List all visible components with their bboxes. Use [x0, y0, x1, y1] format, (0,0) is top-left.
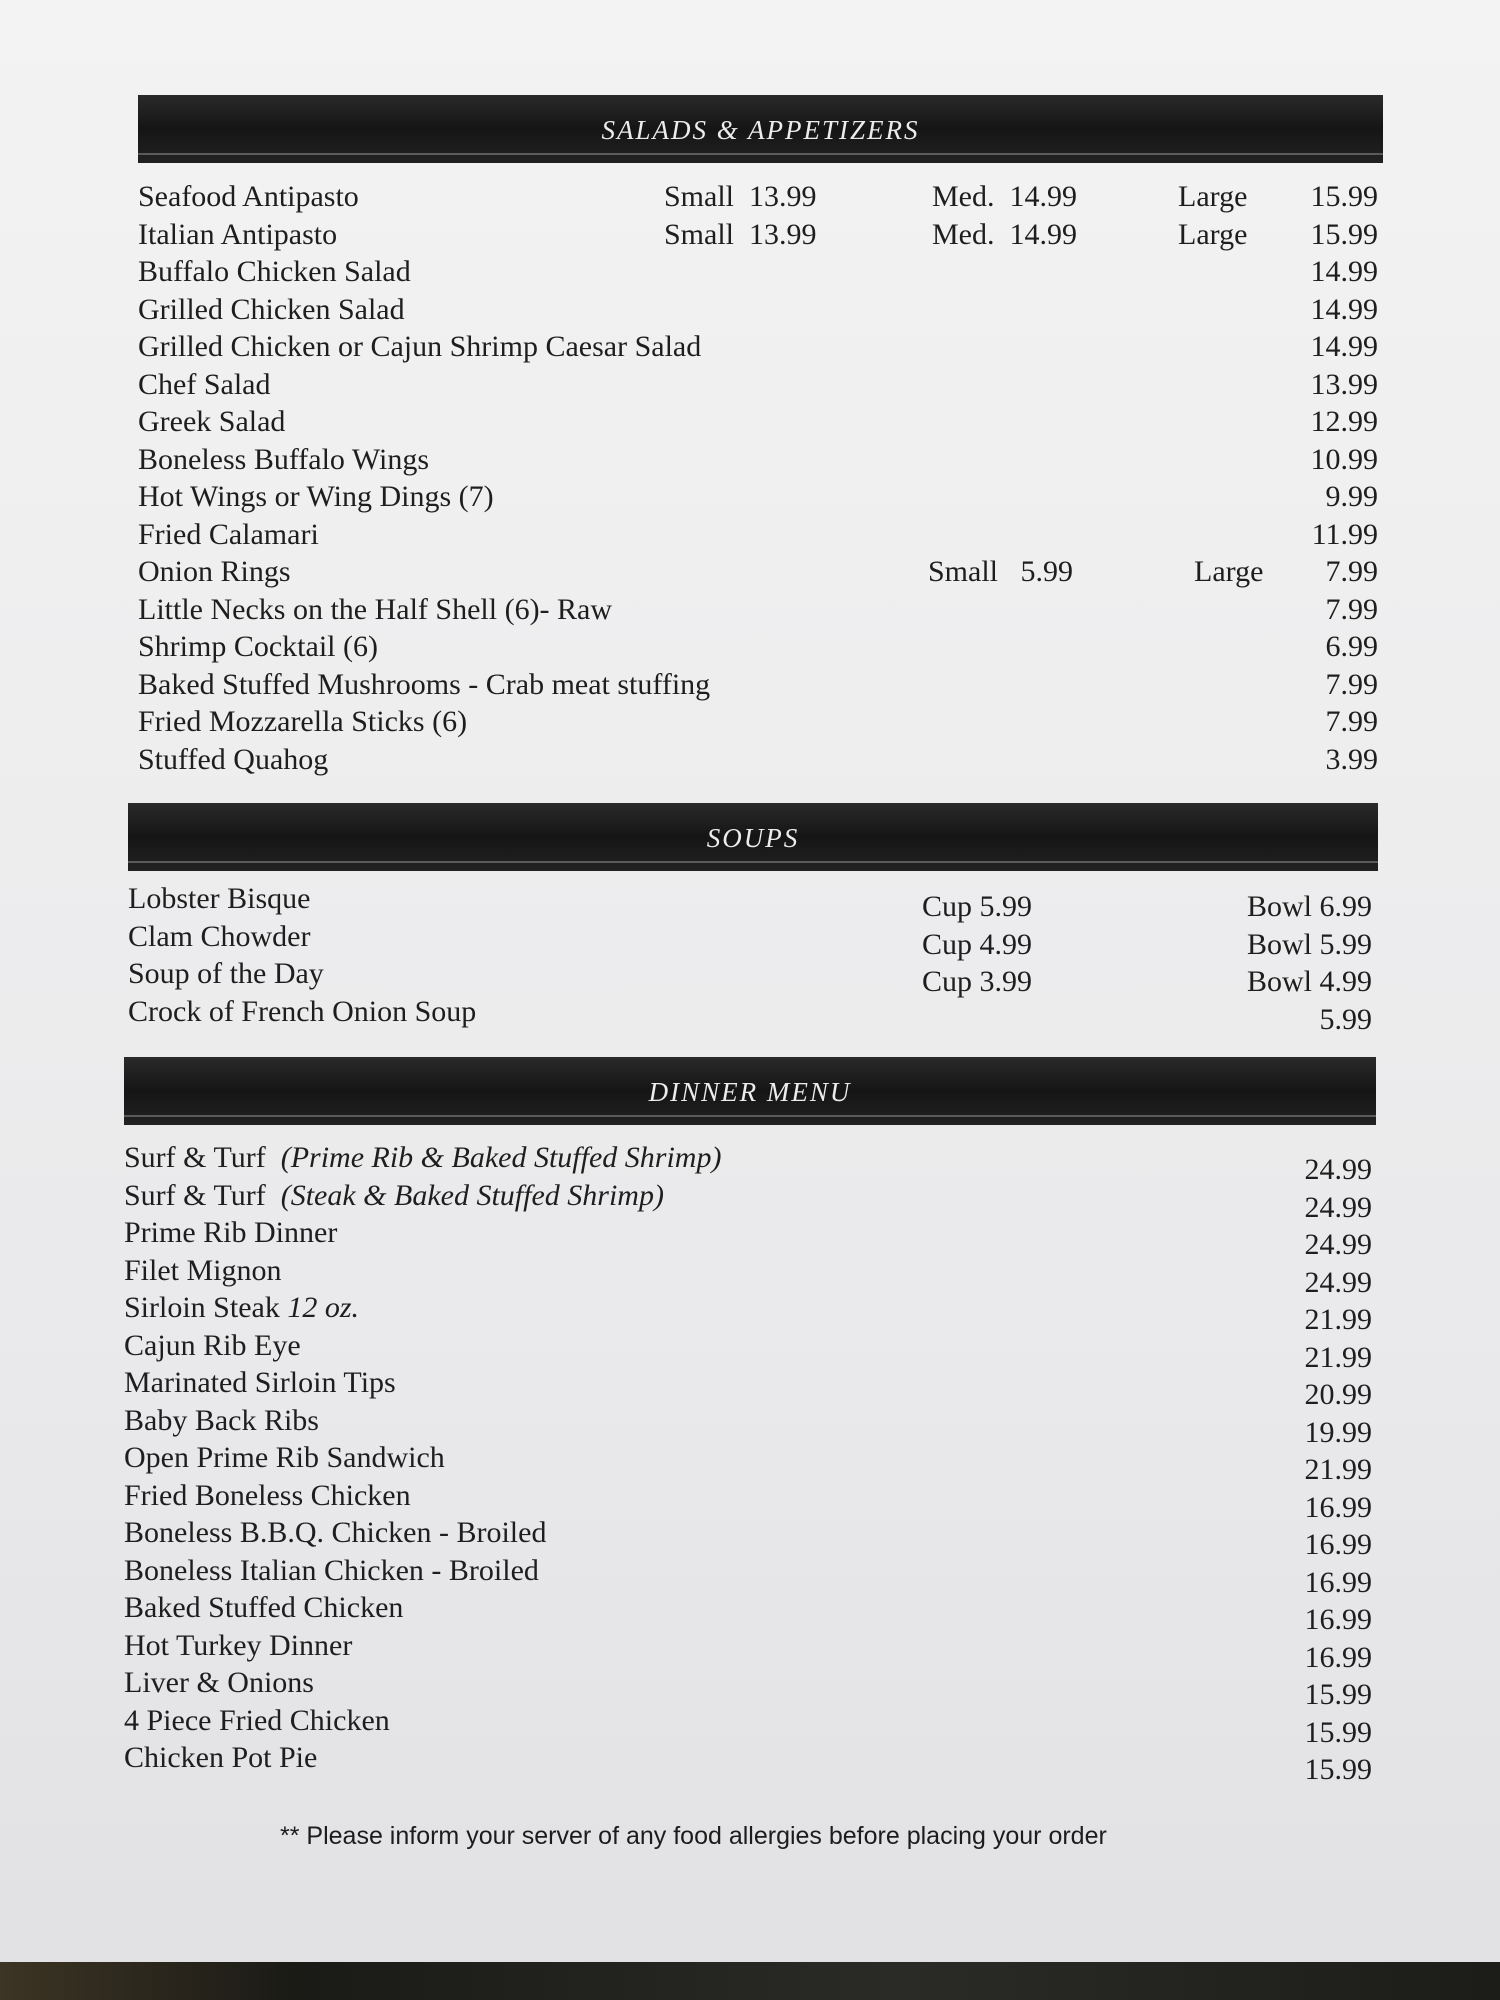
item-name: Boneless Buffalo Wings: [138, 442, 430, 476]
menu-item: [0, 993, 1500, 1036]
item-price: 14.99: [1009, 180, 1077, 213]
item-name: Hot Turkey Dinner: [124, 1628, 353, 1662]
menu-item: [0, 441, 1500, 479]
salads-section-title: SALADS & APPETIZERS: [601, 115, 920, 145]
item-name: 4 Piece Fried Chicken: [124, 1703, 390, 1737]
dinner-section-title: DINNER MENU: [648, 1077, 852, 1107]
item-name: Lobster Bisque: [128, 882, 311, 915]
soups-section-header: [128, 803, 1378, 871]
menu-item: [0, 1327, 1500, 1374]
item-name: Fried Boneless Chicken: [124, 1478, 411, 1512]
item-size-price: [664, 216, 817, 254]
item-price: 13.99: [749, 180, 817, 213]
item-price: 7.99: [1325, 592, 1378, 626]
menu-item: [0, 703, 1500, 741]
item-name: Boneless Italian Chicken - Broiled: [124, 1553, 539, 1587]
item-name: Seafood Antipasto: [138, 180, 359, 213]
dinner-section-header: [124, 1057, 1376, 1125]
item-name: Baby Back Ribs: [124, 1403, 319, 1437]
item-price: 15.99: [1304, 1678, 1372, 1711]
table-surface: [0, 1962, 1500, 2000]
menu-item: [0, 1739, 1500, 1786]
item-name: Shrimp Cocktail (6): [138, 630, 378, 663]
item-name: Marinated Sirloin Tips: [124, 1366, 396, 1399]
size-label: Small: [928, 555, 999, 588]
menu-item: [0, 955, 1500, 998]
salads-list: [0, 178, 1500, 778]
item-price: 19.99: [1304, 1415, 1372, 1449]
item-name: Surf & Turf: [124, 1141, 266, 1174]
item-name: Little Necks on the Half Shell (6)- Raw: [138, 592, 613, 626]
menu-item: [0, 366, 1500, 404]
item-name: Soup of the Day: [128, 957, 324, 990]
soups-section-title: SOUPS: [706, 823, 800, 853]
cup-price: Cup 3.99: [922, 965, 1033, 998]
menu-item: [0, 1552, 1500, 1599]
menu-item: [0, 1514, 1500, 1561]
dinner-list: [0, 1139, 1500, 1786]
item-name: Hot Wings or Wing Dings (7): [138, 480, 494, 513]
size-label: Med.: [932, 217, 995, 251]
item-price: 21.99: [1304, 1453, 1372, 1486]
item-price: 6.99: [1325, 630, 1378, 663]
item-price: 21.99: [1304, 1303, 1372, 1336]
menu-item: [0, 1477, 1500, 1524]
item-name-wrap: [124, 1177, 664, 1215]
item-name: Cajun Rib Eye: [124, 1328, 301, 1362]
menu-item: [0, 1589, 1500, 1636]
bowl-price: Bowl 5.99: [1246, 927, 1372, 961]
item-name: Crock of French Onion Soup: [128, 994, 477, 1028]
item-name: Onion Rings: [138, 555, 291, 588]
item-price: 16.99: [1304, 1565, 1372, 1599]
item-name: Surf & Turf: [124, 1178, 266, 1212]
item-size-price: [932, 178, 1077, 216]
menu-item: [0, 1252, 1500, 1299]
item-name: Clam Chowder: [128, 919, 311, 953]
item-name: Filet Mignon: [124, 1253, 282, 1287]
item-note: (Prime Rib & Baked Stuffed Shrimp): [280, 1141, 722, 1174]
item-price: 14.99: [1310, 292, 1378, 326]
item-price: 15.99: [1304, 1753, 1372, 1786]
item-price: 12.99: [1310, 405, 1378, 438]
item-price: 21.99: [1304, 1340, 1372, 1374]
menu-item: [0, 1364, 1500, 1411]
item-price: 9.99: [1325, 480, 1378, 513]
menu-item: [0, 1139, 1500, 1186]
menu-item: [0, 1439, 1500, 1486]
menu-item: [0, 918, 1500, 961]
menu-item: [0, 328, 1500, 366]
item-name: Fried Calamari: [138, 517, 319, 551]
item-price: 24.99: [1304, 1190, 1372, 1224]
item-price: 16.99: [1304, 1640, 1372, 1674]
menu-item: [0, 178, 1500, 216]
item-name: Stuffed Quahog: [138, 742, 329, 776]
item-price: 16.99: [1304, 1490, 1372, 1524]
item-name: Baked Stuffed Mushrooms - Crab meat stuffing: [138, 667, 711, 701]
item-price: 5.99: [1020, 555, 1074, 588]
item-price: 14.99: [1310, 255, 1378, 288]
size-label: Large: [1178, 217, 1248, 251]
item-price: 13.99: [749, 217, 817, 251]
item-name: Greek Salad: [138, 405, 286, 438]
size-label: Large: [1194, 555, 1264, 588]
item-price: 24.99: [1304, 1153, 1372, 1186]
item-price: 7.99: [1325, 667, 1378, 701]
item-price: 11.99: [1311, 517, 1378, 551]
item-name: Sirloin Steak: [124, 1291, 280, 1324]
item-name: Boneless B.B.Q. Chicken - Broiled: [124, 1516, 547, 1549]
size-label: Large: [1178, 180, 1248, 213]
bowl-price: Bowl 6.99: [1246, 890, 1372, 923]
menu-item: [0, 1402, 1500, 1449]
item-price: 3.99: [1325, 742, 1378, 776]
item-name: Open Prime Rib Sandwich: [124, 1441, 445, 1474]
item-price: 16.99: [1304, 1603, 1372, 1636]
item-price: 15.99: [1304, 1715, 1372, 1749]
item-name: Chicken Pot Pie: [124, 1741, 318, 1774]
item-name-wrap: [124, 1289, 359, 1327]
size-label: Small: [664, 217, 735, 251]
item-name: Chef Salad: [138, 367, 271, 401]
item-name: Italian Antipasto: [138, 217, 338, 251]
menu-item: [0, 741, 1500, 779]
item-name: Prime Rib Dinner: [124, 1216, 338, 1249]
menu-item: [0, 216, 1500, 254]
menu-item: [0, 1289, 1500, 1336]
item-size-price: [664, 178, 817, 216]
menu-item: [0, 1214, 1500, 1261]
size-label: Med.: [932, 180, 995, 213]
item-note: (Steak & Baked Stuffed Shrimp): [280, 1178, 664, 1212]
menu-item: [0, 628, 1500, 666]
item-size-price: [928, 553, 1073, 591]
item-note: 12 oz.: [287, 1291, 360, 1324]
item-name: Baked Stuffed Chicken: [124, 1591, 404, 1624]
item-price: 24.99: [1304, 1265, 1372, 1299]
item-price: 15.99: [1310, 217, 1378, 251]
salads-section-header: [138, 95, 1383, 163]
item-name: Grilled Chicken or Cajun Shrimp Caesar Salad: [138, 330, 702, 363]
item-size-price: [932, 216, 1077, 254]
menu-item: [0, 1627, 1500, 1674]
menu-item: [0, 1702, 1500, 1749]
item-price: 15.99: [1310, 180, 1378, 213]
cup-price: Cup 4.99: [922, 927, 1033, 961]
bowl-price: Bowl 4.99: [1246, 965, 1372, 998]
item-price: 10.99: [1310, 442, 1378, 476]
menu-item: [0, 1664, 1500, 1711]
item-name: Grilled Chicken Salad: [138, 292, 405, 326]
menu-item: [0, 1177, 1500, 1224]
menu-item: [0, 253, 1500, 291]
item-name: Liver & Onions: [124, 1666, 314, 1699]
menu-item: [0, 880, 1500, 923]
menu-item: [0, 516, 1500, 554]
menu-item: [0, 291, 1500, 329]
item-price: 7.99: [1325, 705, 1378, 738]
size-label: Small: [664, 180, 735, 213]
allergy-notice: ** Please inform your server of any food allergies before placing your order: [280, 1822, 1107, 1850]
item-price: 13.99: [1310, 367, 1378, 401]
menu-item: [0, 591, 1500, 629]
menu-item: [0, 553, 1500, 591]
item-price: 16.99: [1304, 1528, 1372, 1561]
item-price: 14.99: [1009, 217, 1077, 251]
item-name-wrap: [124, 1139, 721, 1177]
item-price: 5.99: [1319, 1002, 1372, 1036]
menu-item: [0, 403, 1500, 441]
item-price: 7.99: [1325, 555, 1378, 588]
cup-price: Cup 5.99: [922, 890, 1033, 923]
soups-list: [0, 880, 1500, 1036]
item-name: Fried Mozzarella Sticks (6): [138, 705, 468, 738]
menu-item: [0, 478, 1500, 516]
menu-item: [0, 666, 1500, 704]
item-price: 24.99: [1304, 1228, 1372, 1261]
item-price: 20.99: [1304, 1378, 1372, 1411]
item-name: Buffalo Chicken Salad: [138, 255, 411, 288]
item-price: 14.99: [1310, 330, 1378, 363]
